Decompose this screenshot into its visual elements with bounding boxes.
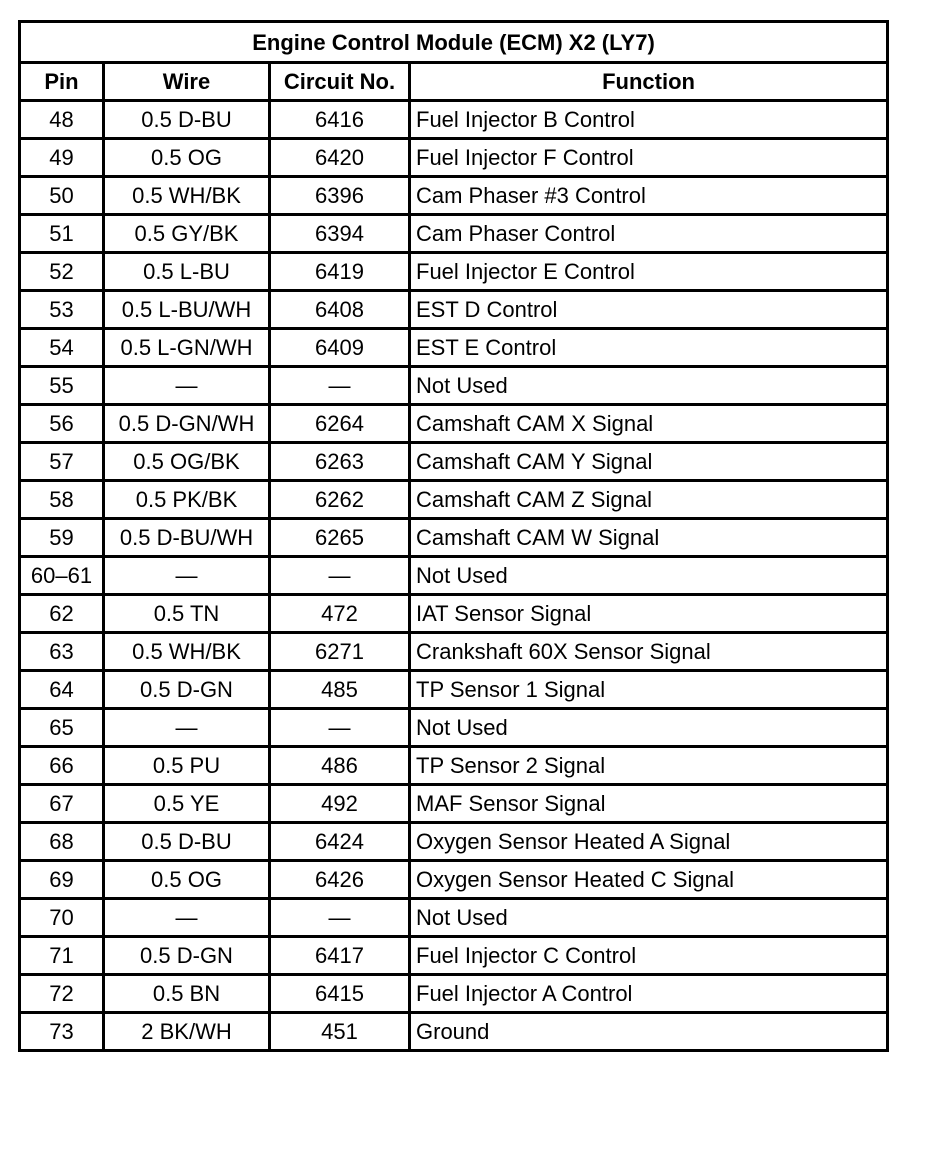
function-cell: Fuel Injector E Control <box>410 253 888 291</box>
wire-cell: 0.5 PK/BK <box>104 481 270 519</box>
function-cell: TP Sensor 2 Signal <box>410 747 888 785</box>
wire-cell: 0.5 D-GN <box>104 937 270 975</box>
table-row <box>20 443 888 481</box>
ecm-connector-table <box>18 20 889 1052</box>
header-wire: Wire <box>104 63 270 101</box>
wire-cell: 0.5 WH/BK <box>104 177 270 215</box>
function-cell: Fuel Injector F Control <box>410 139 888 177</box>
circuit-cell: 6426 <box>270 861 410 899</box>
wire-cell: 0.5 D-BU <box>104 101 270 139</box>
function-cell: Fuel Injector B Control <box>410 101 888 139</box>
table-row <box>20 709 888 747</box>
wire-cell: 0.5 D-BU/WH <box>104 519 270 557</box>
pin-cell: 70 <box>20 899 104 937</box>
table-row <box>20 937 888 975</box>
table-row <box>20 823 888 861</box>
pin-cell: 59 <box>20 519 104 557</box>
pin-cell: 58 <box>20 481 104 519</box>
pin-cell: 66 <box>20 747 104 785</box>
function-cell: Camshaft CAM X Signal <box>410 405 888 443</box>
pin-cell: 68 <box>20 823 104 861</box>
circuit-cell: 6416 <box>270 101 410 139</box>
function-cell: Not Used <box>410 557 888 595</box>
circuit-cell: 6419 <box>270 253 410 291</box>
function-cell: Camshaft CAM W Signal <box>410 519 888 557</box>
table-row <box>20 975 888 1013</box>
table-row <box>20 253 888 291</box>
table-row <box>20 671 888 709</box>
table-row <box>20 595 888 633</box>
header-circuit: Circuit No. <box>270 63 410 101</box>
pin-cell: 48 <box>20 101 104 139</box>
function-cell: Oxygen Sensor Heated A Signal <box>410 823 888 861</box>
table-row <box>20 481 888 519</box>
header-row <box>20 63 888 101</box>
wire-cell: 0.5 GY/BK <box>104 215 270 253</box>
table-row <box>20 747 888 785</box>
circuit-cell: 451 <box>270 1013 410 1051</box>
wire-cell: — <box>104 899 270 937</box>
pin-cell: 49 <box>20 139 104 177</box>
pin-cell: 72 <box>20 975 104 1013</box>
table-row <box>20 101 888 139</box>
function-cell: Cam Phaser #3 Control <box>410 177 888 215</box>
circuit-cell: 6262 <box>270 481 410 519</box>
circuit-cell: 6420 <box>270 139 410 177</box>
circuit-cell: 6417 <box>270 937 410 975</box>
table-row <box>20 633 888 671</box>
circuit-cell: 6396 <box>270 177 410 215</box>
table-row <box>20 405 888 443</box>
wire-cell: 0.5 PU <box>104 747 270 785</box>
function-cell: IAT Sensor Signal <box>410 595 888 633</box>
table-row <box>20 899 888 937</box>
function-cell: Camshaft CAM Z Signal <box>410 481 888 519</box>
header-pin: Pin <box>20 63 104 101</box>
pin-cell: 56 <box>20 405 104 443</box>
table-row <box>20 215 888 253</box>
function-cell: Not Used <box>410 367 888 405</box>
table-row <box>20 177 888 215</box>
pin-cell: 71 <box>20 937 104 975</box>
circuit-cell: 6264 <box>270 405 410 443</box>
wire-cell: 0.5 D-GN/WH <box>104 405 270 443</box>
pin-cell: 63 <box>20 633 104 671</box>
function-cell: Not Used <box>410 899 888 937</box>
wire-cell: 0.5 L-GN/WH <box>104 329 270 367</box>
header-function: Function <box>410 63 888 101</box>
function-cell: Not Used <box>410 709 888 747</box>
table-row <box>20 861 888 899</box>
wire-cell: — <box>104 557 270 595</box>
circuit-cell: 6424 <box>270 823 410 861</box>
circuit-cell: — <box>270 367 410 405</box>
function-cell: Ground <box>410 1013 888 1051</box>
circuit-cell: 6408 <box>270 291 410 329</box>
pin-cell: 69 <box>20 861 104 899</box>
wire-cell: 0.5 OG/BK <box>104 443 270 481</box>
function-cell: MAF Sensor Signal <box>410 785 888 823</box>
table-row <box>20 785 888 823</box>
circuit-cell: — <box>270 709 410 747</box>
circuit-cell: 6394 <box>270 215 410 253</box>
table-row <box>20 1013 888 1051</box>
pin-cell: 54 <box>20 329 104 367</box>
circuit-cell: 6263 <box>270 443 410 481</box>
wire-cell: 0.5 OG <box>104 861 270 899</box>
wire-cell: 0.5 D-GN <box>104 671 270 709</box>
function-cell: Crankshaft 60X Sensor Signal <box>410 633 888 671</box>
wire-cell: 0.5 WH/BK <box>104 633 270 671</box>
circuit-cell: 6265 <box>270 519 410 557</box>
function-cell: Fuel Injector C Control <box>410 937 888 975</box>
circuit-cell: 6271 <box>270 633 410 671</box>
pin-cell: 55 <box>20 367 104 405</box>
pin-cell: 64 <box>20 671 104 709</box>
wire-cell: — <box>104 709 270 747</box>
function-cell: TP Sensor 1 Signal <box>410 671 888 709</box>
table-row <box>20 519 888 557</box>
circuit-cell: 492 <box>270 785 410 823</box>
function-cell: EST D Control <box>410 291 888 329</box>
function-cell: Cam Phaser Control <box>410 215 888 253</box>
wire-cell: 0.5 BN <box>104 975 270 1013</box>
pin-cell: 52 <box>20 253 104 291</box>
pin-cell: 50 <box>20 177 104 215</box>
function-cell: EST E Control <box>410 329 888 367</box>
pin-cell: 67 <box>20 785 104 823</box>
table-row <box>20 291 888 329</box>
circuit-cell: 6409 <box>270 329 410 367</box>
table-body <box>20 101 888 1051</box>
wire-cell: 2 BK/WH <box>104 1013 270 1051</box>
pin-cell: 73 <box>20 1013 104 1051</box>
wire-cell: 0.5 YE <box>104 785 270 823</box>
function-cell: Fuel Injector A Control <box>410 975 888 1013</box>
table-row <box>20 329 888 367</box>
pin-cell: 62 <box>20 595 104 633</box>
function-cell: Camshaft CAM Y Signal <box>410 443 888 481</box>
table-row <box>20 139 888 177</box>
wire-cell: 0.5 L-BU/WH <box>104 291 270 329</box>
circuit-cell: 472 <box>270 595 410 633</box>
wire-cell: — <box>104 367 270 405</box>
pin-cell: 51 <box>20 215 104 253</box>
wire-cell: 0.5 OG <box>104 139 270 177</box>
table-title: Engine Control Module (ECM) X2 (LY7) <box>20 22 888 63</box>
pin-cell: 53 <box>20 291 104 329</box>
table-row <box>20 557 888 595</box>
circuit-cell: — <box>270 899 410 937</box>
circuit-cell: — <box>270 557 410 595</box>
title-row <box>20 22 888 63</box>
circuit-cell: 6415 <box>270 975 410 1013</box>
function-cell: Oxygen Sensor Heated C Signal <box>410 861 888 899</box>
pin-cell: 65 <box>20 709 104 747</box>
wire-cell: 0.5 L-BU <box>104 253 270 291</box>
wire-cell: 0.5 D-BU <box>104 823 270 861</box>
wire-cell: 0.5 TN <box>104 595 270 633</box>
pin-cell: 60–61 <box>20 557 104 595</box>
circuit-cell: 486 <box>270 747 410 785</box>
table-row <box>20 367 888 405</box>
circuit-cell: 485 <box>270 671 410 709</box>
pin-cell: 57 <box>20 443 104 481</box>
